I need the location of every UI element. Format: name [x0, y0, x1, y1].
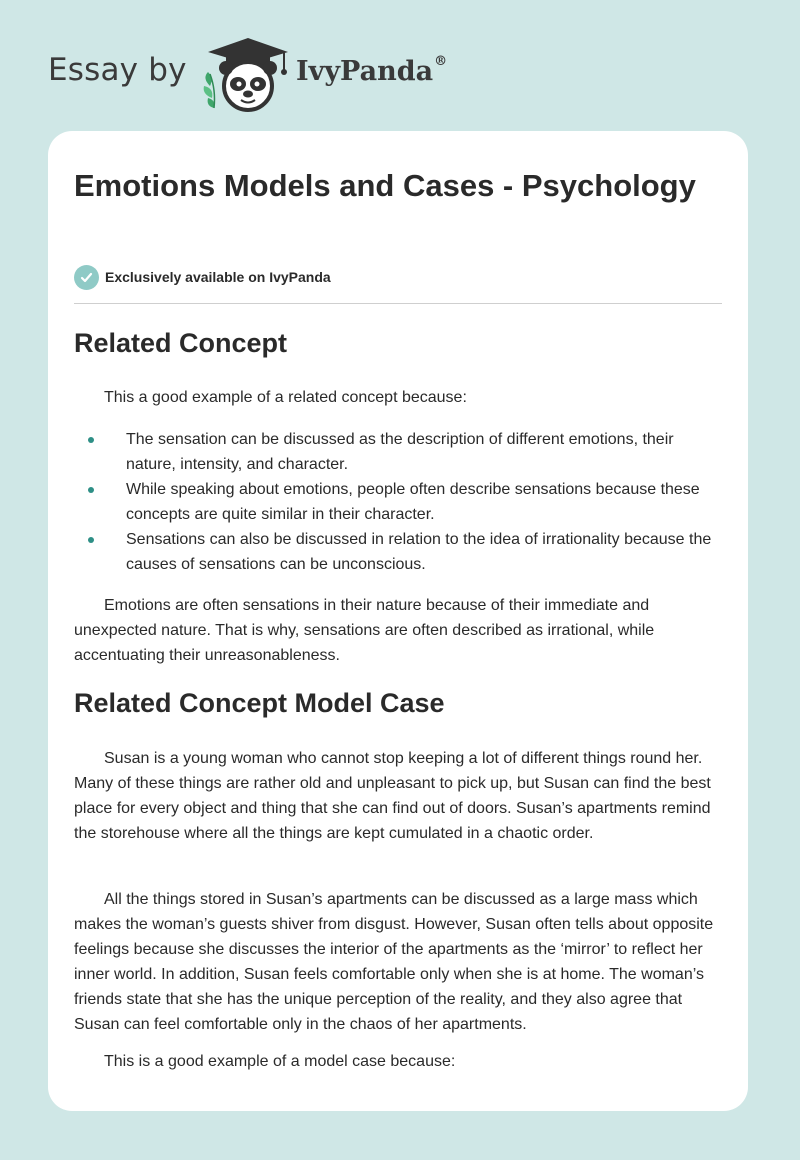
list-item: The sensation can be discussed as the description of different emotions, their nature, intensity, and character. [74, 427, 722, 477]
bullet-dot-icon [88, 437, 94, 443]
paragraph: Emotions are often sensations in their nature because of their immediate and unexpected nature. That is why, sensations are often described as irrational, while accentuating their unreasonableness. [74, 597, 655, 664]
list-item: While speaking about emotions, people often describe sensations because these concepts are quite similar in their character. [74, 477, 722, 527]
section-heading-model-case: Related Concept Model Case [74, 688, 445, 718]
checkmark-icon [74, 265, 99, 290]
site-header [0, 0, 800, 130]
bullet-dot-icon [88, 537, 94, 543]
page-title: Emotions Models and Cases - Psychology [74, 168, 696, 203]
brand-name[interactable]: IvyPanda® [296, 54, 448, 87]
badge-text: Exclusively available on IvyPanda [105, 269, 331, 285]
essay-card [48, 131, 748, 1111]
panda-graduate-icon[interactable] [200, 34, 296, 112]
paragraph: This is a good example of a model case because: [104, 1053, 456, 1070]
paragraph: All the things stored in Susan’s apartments can be discussed as a large mass which makes the woman’s guests shiver from disgust. However, Susan often tells about opposite feelings because she discusses the interior of the apartments as the ‘mirror’ to reflect her inner world. In addition, Susan feels comfortable only when she is at home. The woman’s friends state that she has the unique perception of the reality, and they also agree that Susan can feel comfortable only in the chaos of her apartments. [74, 891, 714, 1033]
divider [74, 303, 722, 304]
exclusive-badge [74, 264, 331, 290]
section-heading-related-concept: Related Concept [74, 328, 288, 358]
section-intro: This a good example of a related concept because: [104, 389, 467, 406]
brand-prefix: Essay by [48, 52, 187, 88]
bullet-list [74, 427, 722, 577]
list-item: Sensations can also be discussed in relation to the idea of irrationality because the causes of sensations can be unconscious. [74, 527, 722, 577]
registered-mark: ® [434, 54, 448, 69]
paragraph: Susan is a young woman who cannot stop keeping a lot of different things round her. Many of these things are rather old and unpleasant to pick up, but Susan can find the best place for every object and thing that she can find out of doors. Susan’s apartments remind the storehouse where all the things are kept cumulated in a chaotic order. [74, 750, 711, 842]
bullet-dot-icon [88, 487, 94, 493]
